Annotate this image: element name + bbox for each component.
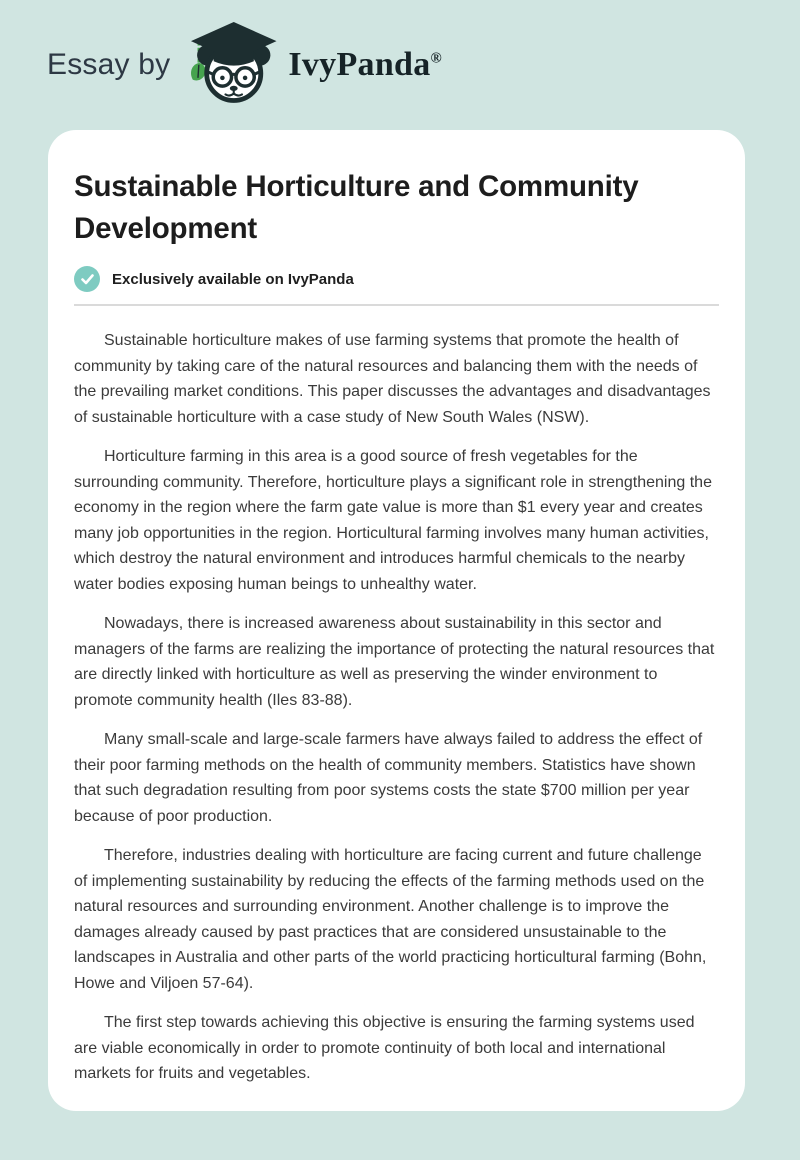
essay-paragraph: Horticulture farming in this area is a good source of fresh vegetables for the surrounding community. Therefore, horticulture plays a significant role in strengthening the economy in the region where the farm gate value is more than $1 every year and creates many job opportunities in the region. Horticultural farming involves many human activities, which destroy the natural environment and introduces harmful chemicals to the nearby water bodies exposing human beings to unhealthy water. [74,448,712,593]
essay-body [74,328,719,1087]
essay-by-label: Essay by [47,48,171,81]
brand-lockup[interactable] [170,23,442,107]
divider [74,304,719,306]
check-icon [74,266,100,292]
site-header [0,0,800,130]
essay-card [48,130,745,1111]
essay-paragraph: Many small-scale and large-scale farmers have always failed to address the effect of their poor farming methods on the health of community members. Statistics have shown that such degradation resulting from poor systems costs the state $700 million per year because of poor production. [74,731,703,825]
brand-name: IvyPanda® [288,46,443,83]
registered-trademark: ® [430,50,443,67]
essay-paragraph: Nowadays, there is increased awareness about sustainability in this sector and managers of the farms are realizing the importance of protecting the natural resources that are directly linked with horticulture as well as preserving the winder environment to promote community health (Iles 83-88). [74,615,715,709]
essay-paragraph: The first step towards achieving this objective is ensuring the farming systems used are viable economically in order to promote continuity of both local and international markets for fruits and vegetables. [74,1014,695,1082]
essay-paragraph: Therefore, industries dealing with horticulture are facing current and future challenge of implementing sustainability by reducing the effects of the farming methods used on the natural resources and surrounding environment. Another challenge is to improve the damages already caused by past practices that are considered unsustainable to the landscapes in Australia and other parts of the world practicing horticultural farming (Bohn, Howe and Viljoen 57-64). [74,847,707,992]
badge-label: Exclusively available on IvyPanda [112,270,354,288]
essay-paragraph: Sustainable horticulture makes of use farming systems that promote the health of community by taking care of the natural resources and balancing them with the needs of the prevailing market conditions. This paper discusses the advantages and disadvantages of sustainable horticulture with a case study of New South Wales (NSW). [74,332,711,426]
panda-graduate-logo-icon [184,19,280,107]
exclusive-badge [74,266,719,292]
page-title: Sustainable Horticulture and Community Development [74,170,639,245]
